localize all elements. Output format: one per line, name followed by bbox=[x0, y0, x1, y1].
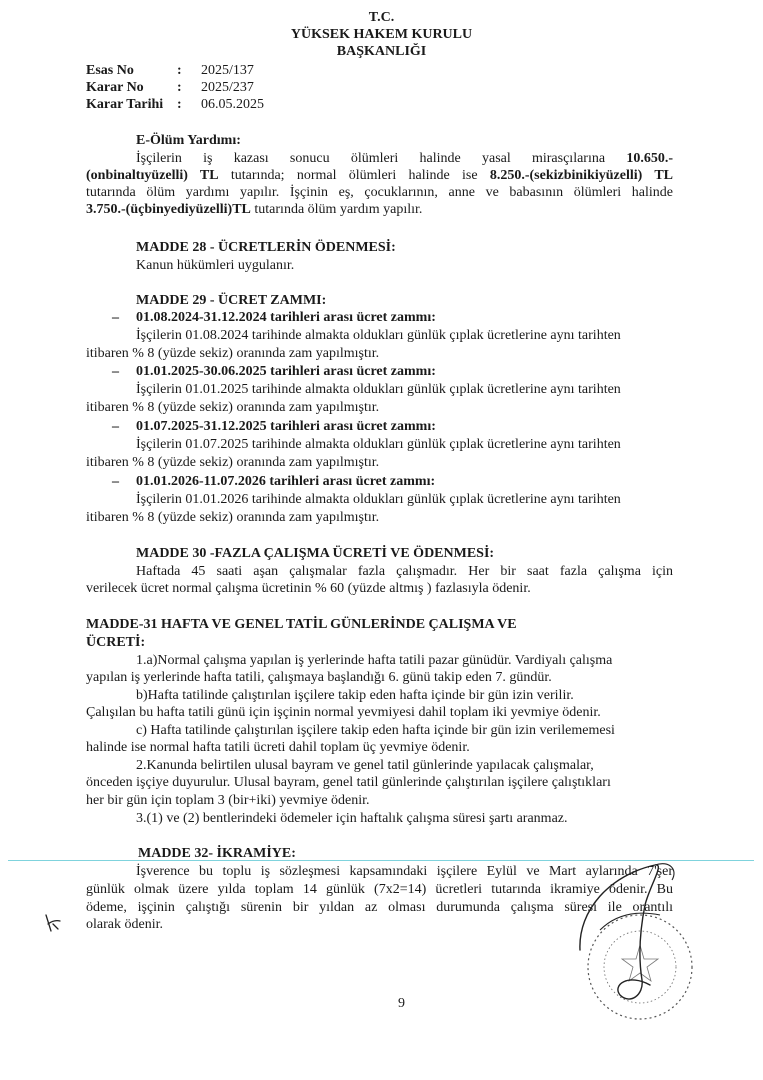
madde-32-line-4: olarak ödenir. bbox=[86, 917, 163, 932]
madde-28-title: MADDE 28 - ÜCRETLERİN ÖDENMESİ: bbox=[136, 240, 396, 255]
madde-30-line-1: Haftada 45 saati aşan çalışmalar fazla çalışmadır. Her bir saat fazla çalışma için bbox=[136, 564, 673, 579]
initials-mark-icon bbox=[42, 912, 64, 934]
olum-line-4 bbox=[86, 202, 422, 218]
madde-31-line-4: Çalışılan bu hafta tatili günü için işçinin normal yevmiyesi dahil toplam iki yevmiye ödenir. bbox=[86, 705, 601, 720]
olum-text-h: tutarında ölüm yardım yapılır. bbox=[250, 202, 423, 217]
meta-value-tarih: 06.05.2025 bbox=[201, 97, 264, 112]
meta-label-tarih: Karar Tarihi bbox=[86, 97, 164, 112]
olum-line-1 bbox=[86, 151, 673, 167]
meta-sep: : bbox=[177, 80, 182, 95]
madde-29-title: MADDE 29 - ÜCRET ZAMMI: bbox=[136, 293, 327, 308]
list-dash: – bbox=[112, 474, 119, 489]
official-stamp-signature-icon bbox=[560, 855, 710, 1035]
olum-line-3: tutarında ölüm yardımı yapılır. İşçinin eş, çocuklarının, anne ve babasının ölümleri halinde bbox=[86, 185, 673, 200]
olum-amount-1: 10.650.- bbox=[626, 151, 673, 166]
zam-heading-2: 01.01.2025-30.06.2025 tarihleri arası ücret zammı: bbox=[136, 364, 436, 379]
madde-31-line-1: 1.a)Normal çalışma yapılan iş yerlerinde hafta tatili pazar günüdür. Vardiyalı çalışma bbox=[136, 653, 613, 668]
zam-line-2a: İşçilerin 01.01.2025 tarihinde almakta oldukları günlük çıplak ücretlerine aynı tarihten bbox=[136, 382, 621, 397]
madde-31-line-8: önceden işçiye duyurulur. Ulusal bayram, genel tatil günlerinde çalıştırılan işçilere çalıştıkları bbox=[86, 775, 611, 790]
meta-value-karar: 2025/237 bbox=[201, 80, 254, 95]
zam-line-4a: İşçilerin 01.01.2026 tarihinde almakta oldukları günlük çıplak ücretlerine aynı tarihten bbox=[136, 492, 621, 507]
zam-line-4b: itibaren % 8 (yüzde sekiz) oranında zam yapılmıştır. bbox=[86, 510, 380, 525]
page-number: 9 bbox=[398, 996, 405, 1011]
header-institution: YÜKSEK HAKEM KURULU bbox=[290, 27, 473, 42]
madde-32-line-1: İşverence bu toplu iş sözleşmesi kapsamındaki işçilere Eylül ve Mart aylarında 7'şer bbox=[136, 864, 673, 879]
olum-amount-2: 8.250.-(sekizbinikiyüzelli) TL bbox=[489, 168, 674, 183]
madde-32-line-3: ödeme, işçinin çalıştığı sürenin bir yıldan az olması durumunda çalışma süresi ile orantılı bbox=[86, 900, 673, 915]
zam-line-3b: itibaren % 8 (yüzde sekiz) oranında zam yapılmıştır. bbox=[86, 455, 380, 470]
header-tc: T.C. bbox=[368, 10, 395, 25]
meta-value-esas: 2025/137 bbox=[201, 63, 254, 78]
olum-text-d: tutarında; normal ölümleri halinde ise bbox=[218, 168, 490, 183]
madde-32-title: MADDE 32- İKRAMİYE: bbox=[138, 846, 296, 861]
zam-heading-1: 01.08.2024-31.12.2024 tarihleri arası ücret zammı: bbox=[136, 310, 436, 325]
meta-label-karar: Karar No bbox=[86, 80, 144, 95]
madde-32-line-2: günlük olmak üzere yılda toplam 14 günlük (7x2=14) ücretleri tutarında ikramiye ödenir. Bu bbox=[86, 882, 673, 897]
zam-heading-3: 01.07.2025-31.12.2025 tarihleri arası ücret zammı: bbox=[136, 419, 436, 434]
madde-31-line-10: 3.(1) ve (2) bentlerindeki ödemeler için haftalık çalışma süresi şartı aranmaz. bbox=[136, 811, 568, 826]
madde-28-text: Kanun hükümleri uygulanır. bbox=[136, 258, 295, 273]
list-dash: – bbox=[112, 364, 119, 379]
olum-line-2 bbox=[86, 168, 673, 184]
madde-31-title: MADDE-31 HAFTA VE GENEL TATİL GÜNLERİNDE ÇALIŞMA VE bbox=[86, 617, 517, 632]
madde-31-line-6: halinde ise normal hafta tatili ücreti dahil toplam üç yevmiye ödenir. bbox=[86, 740, 470, 755]
madde-30-title: MADDE 30 -FAZLA ÇALIŞMA ÜCRETİ VE ÖDENMESİ: bbox=[136, 546, 495, 561]
zam-line-1a: İşçilerin 01.08.2024 tarihinde almakta oldukları günlük çıplak ücretlerine aynı tarihten bbox=[136, 328, 621, 343]
meta-label-esas: Esas No bbox=[86, 63, 134, 78]
zam-line-2b: itibaren % 8 (yüzde sekiz) oranında zam yapılmıştır. bbox=[86, 400, 380, 415]
madde-31-line-9: her bir gün için toplam 3 (bir+iki) yevmiye ödenir. bbox=[86, 793, 370, 808]
madde-31-line-2: yapılan iş yerlerinde hafta tatili, çalışmaya başlandığı 6. günü takip eden 7. gündür. bbox=[86, 670, 552, 685]
olum-amount-3: 3.750.-(üçbinyediyüzelli)TL bbox=[86, 202, 251, 217]
madde-30-line-2: verilecek ücret normal çalışma ücretinin % 60 (yüzde altmış ) fazlasıyla ödenir. bbox=[86, 581, 531, 596]
madde-31-line-3: b)Hafta tatilinde çalıştırılan işçilere takip eden hafta içinde bir gün izin verilir. bbox=[136, 688, 574, 703]
list-dash: – bbox=[112, 419, 119, 434]
madde-31-line-5: c) Hafta tatilinde çalıştırılan işçilere takip eden hafta içinde bir gün izin verilememesi bbox=[136, 723, 615, 738]
list-dash: – bbox=[112, 310, 119, 325]
meta-sep: : bbox=[177, 63, 182, 78]
olum-amount-1-words: (onbinaltıyüzelli) TL bbox=[86, 168, 219, 183]
madde-31-title-cont: ÜCRETİ: bbox=[86, 635, 146, 650]
olum-text-a: İşçilerin iş kazası sonucu ölümleri halinde yasal mirasçılarına bbox=[136, 151, 627, 166]
meta-sep: : bbox=[177, 97, 182, 112]
zam-line-1b: itibaren % 8 (yüzde sekiz) oranında zam yapılmıştır. bbox=[86, 346, 380, 361]
zam-heading-4: 01.01.2026-11.07.2026 tarihleri arası ücret zammı: bbox=[136, 474, 436, 489]
madde-31-line-7: 2.Kanunda belirtilen ulusal bayram ve genel tatil günlerinde yapılacak çalışmalar, bbox=[136, 758, 594, 773]
header-department: BAŞKANLIĞI bbox=[336, 44, 427, 59]
zam-line-3a: İşçilerin 01.07.2025 tarihinde almakta oldukları günlük çıplak ücretlerine aynı tarihten bbox=[136, 437, 621, 452]
section-title-olum: E-Ölüm Yardımı: bbox=[136, 133, 241, 148]
